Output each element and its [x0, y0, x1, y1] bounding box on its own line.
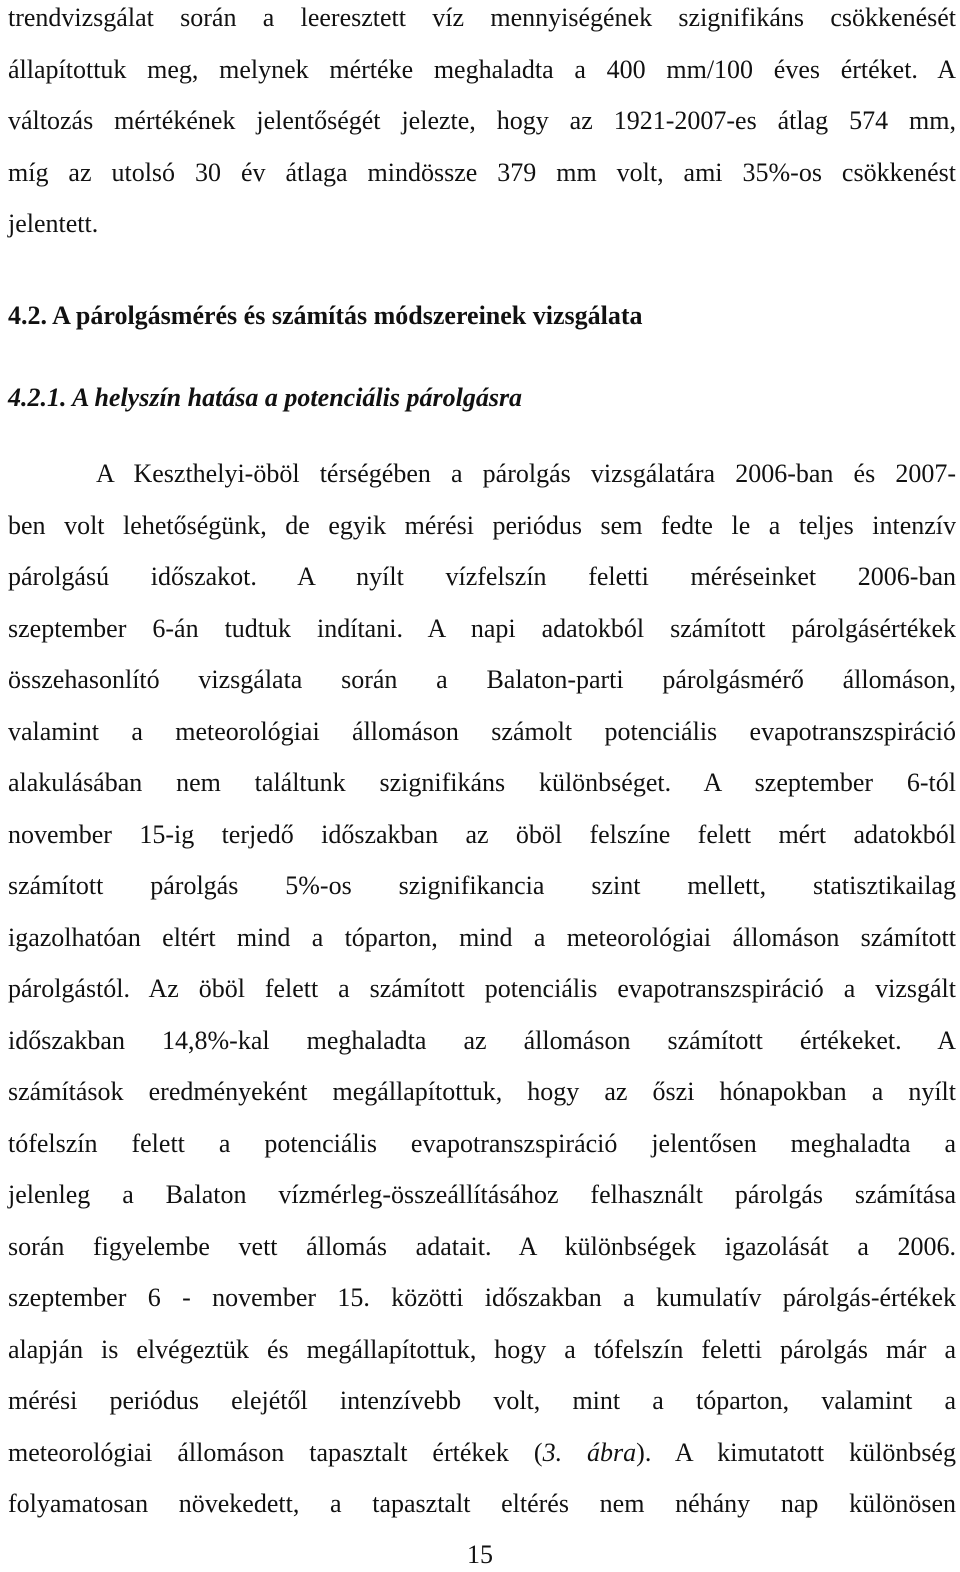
paragraph-1	[8, 0, 956, 250]
text-line: párolgástól. Az öböl felett a számított potenciális evapotranszspiráció a vizsgált	[8, 974, 956, 1003]
text-line: számítások eredményeként megállapítottuk, hogy az őszi hónapokban a nyílt	[8, 1077, 956, 1106]
text-line: során figyelembe vett állomás adatait. A különbségek igazolását a 2006.	[8, 1231, 956, 1261]
subsection-heading: 4.2.1. A helyszín hatása a potenciális párolgásra	[8, 383, 523, 412]
text-fragment: meteorológiai állomáson tapasztalt értékek (	[8, 1437, 543, 1467]
page-number: 15	[467, 1540, 493, 1569]
figure-ref-line	[8, 1427, 956, 1479]
text-line: valamint a meteorológiai állomáson számolt potenciális evapotranszspiráció	[8, 716, 956, 746]
text-line: alakulásában nem találtunk szignifikáns különbséget. A szeptember 6-tól	[8, 768, 956, 797]
text-line: összehasonlító vizsgálata során a Balaton-parti párolgásmérő állomáson,	[8, 665, 956, 694]
text-line: szeptember 6 - november 15. közötti időszakban a kumulatív párolgás-értékek	[8, 1283, 956, 1312]
paragraph-2	[8, 448, 956, 1530]
text-line: változás mértékének jelentőségét jelezte, hogy az 1921-2007-es átlag 574 mm,	[8, 106, 956, 135]
text-line: míg az utolsó 30 év átlaga mindössze 379 mm volt, ami 35%-os csökkenést	[8, 157, 956, 187]
text-line: időszakban 14,8%-kal meghaladta az állomáson számított értékeket. A	[8, 1025, 956, 1055]
text-line: szeptember 6-án tudtuk indítani. A napi adatokból számított párolgásértékek	[8, 613, 956, 643]
text-line: jelentett.	[8, 209, 99, 238]
figure-reference: 3. ábra	[542, 1437, 637, 1467]
text-line: állapítottuk meg, melynek mértéke meghaladta a 400 mm/100 éves értéket. A	[8, 54, 956, 84]
text-line: igazolhatóan eltért mind a tóparton, mind a meteorológiai állomáson számított	[8, 922, 956, 952]
text-line: november 15-ig terjedő időszakban az öböl felszíne felett mért adatokból	[8, 819, 956, 849]
text-line: mérési periódus elejétől intenzívebb volt, mint a tóparton, valamint a	[8, 1386, 956, 1415]
text-line: trendvizsgálat során a leeresztett víz mennyiségének szignifikáns csökkenését	[8, 3, 956, 32]
text-line: jelenleg a Balaton vízmérleg-összeállításához felhasznált párolgás számítása	[8, 1180, 956, 1209]
text-line: tófelszín felett a potenciális evapotranszspiráció jelentősen meghaladta a	[8, 1128, 956, 1158]
text-line: folyamatosan növekedett, a tapasztalt eltérés nem néhány nap különösen	[8, 1489, 956, 1518]
text-line: számított párolgás 5%-os szignifikancia szint mellett, statisztikailag	[8, 871, 956, 900]
text-fragment: ). A kimutatott különbség	[636, 1437, 956, 1467]
text-line: ben volt lehetőségünk, de egyik mérési periódus sem fedte le a teljes intenzív	[8, 510, 956, 540]
text-line: párolgású időszakot. A nyílt vízfelszín feletti méréseinket 2006-ban	[8, 562, 956, 591]
section-heading: 4.2. A párolgásmérés és számítás módszereinek vizsgálata	[8, 301, 643, 330]
text-line: A Keszthelyi-öböl térségében a párolgás vizsgálatára 2006-ban és 2007-	[96, 459, 956, 488]
text-line: alapján is elvégeztük és megállapítottuk, hogy a tófelszín feletti párolgás már a	[8, 1334, 956, 1364]
